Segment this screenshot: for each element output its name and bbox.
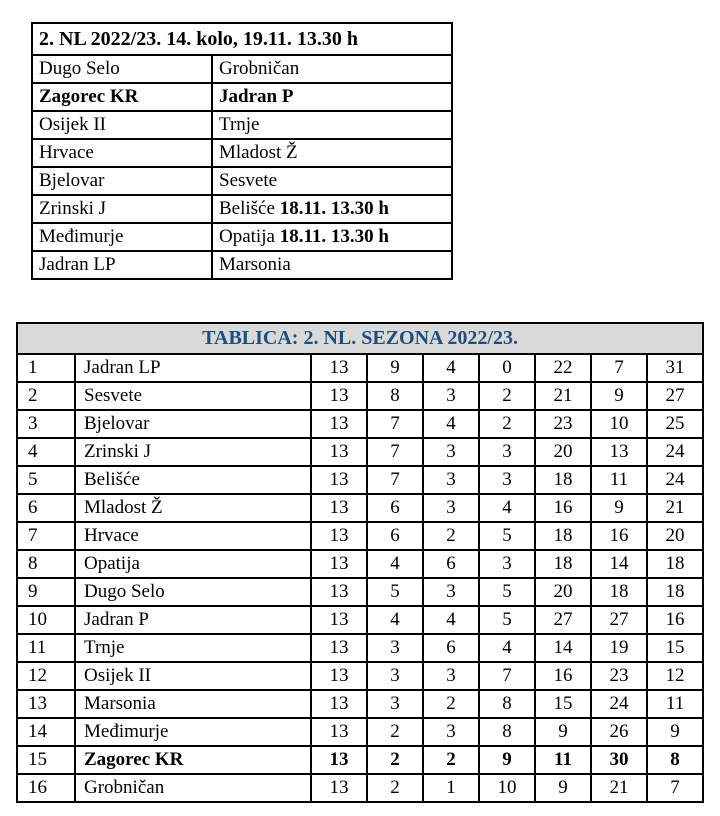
points-cell: 16 [647, 606, 703, 634]
standings-row [17, 746, 703, 774]
lost-cell: 8 [479, 690, 535, 718]
rank-cell: 13 [17, 690, 75, 718]
fixture-row [32, 195, 452, 223]
home-team-cell: Dugo Selo [32, 55, 212, 83]
played-cell: 13 [311, 410, 367, 438]
goals-for-cell: 18 [535, 522, 591, 550]
drawn-cell: 6 [423, 550, 479, 578]
goals-against-cell: 24 [591, 690, 647, 718]
standings-row [17, 606, 703, 634]
won-cell: 2 [367, 746, 423, 774]
goals-against-cell: 7 [591, 354, 647, 382]
goals-for-cell: 23 [535, 410, 591, 438]
standings-row [17, 690, 703, 718]
points-cell: 18 [647, 578, 703, 606]
standings-row [17, 662, 703, 690]
drawn-cell: 2 [423, 690, 479, 718]
goals-for-cell: 15 [535, 690, 591, 718]
goals-for-cell: 27 [535, 606, 591, 634]
team-cell: Dugo Selo [75, 578, 311, 606]
points-cell: 24 [647, 466, 703, 494]
team-cell: Jadran LP [75, 354, 311, 382]
points-cell: 12 [647, 662, 703, 690]
points-cell: 20 [647, 522, 703, 550]
team-cell: Grobničan [75, 774, 311, 802]
standings-header-row [17, 323, 703, 354]
goals-against-cell: 14 [591, 550, 647, 578]
played-cell: 13 [311, 550, 367, 578]
rank-cell: 3 [17, 410, 75, 438]
won-cell: 3 [367, 690, 423, 718]
team-cell: Mladost Ž [75, 494, 311, 522]
points-cell: 11 [647, 690, 703, 718]
home-team-cell: Jadran LP [32, 251, 212, 279]
team-cell: Zagorec KR [75, 746, 311, 774]
team-cell: Hrvace [75, 522, 311, 550]
won-cell: 2 [367, 774, 423, 802]
played-cell: 13 [311, 746, 367, 774]
fixtures-title: 2. NL 2022/23. 14. kolo, 19.11. 13.30 h [32, 23, 452, 55]
won-cell: 3 [367, 662, 423, 690]
team-cell: Belišće [75, 466, 311, 494]
away-team-cell: Marsonia [212, 251, 452, 279]
standings-row [17, 634, 703, 662]
drawn-cell: 1 [423, 774, 479, 802]
points-cell: 21 [647, 494, 703, 522]
played-cell: 13 [311, 662, 367, 690]
goals-against-cell: 19 [591, 634, 647, 662]
rank-cell: 12 [17, 662, 75, 690]
home-team-cell: Zagorec KR [32, 83, 212, 111]
lost-cell: 4 [479, 494, 535, 522]
rank-cell: 2 [17, 382, 75, 410]
goals-against-cell: 30 [591, 746, 647, 774]
away-team-cell: Sesvete [212, 167, 452, 195]
standings-row [17, 410, 703, 438]
won-cell: 7 [367, 410, 423, 438]
drawn-cell: 3 [423, 382, 479, 410]
drawn-cell: 2 [423, 746, 479, 774]
goals-against-cell: 18 [591, 578, 647, 606]
standings-row [17, 438, 703, 466]
won-cell: 7 [367, 466, 423, 494]
fixture-row [32, 111, 452, 139]
won-cell: 6 [367, 494, 423, 522]
fixture-row [32, 55, 452, 83]
fixture-row [32, 251, 452, 279]
rank-cell: 5 [17, 466, 75, 494]
won-cell: 5 [367, 578, 423, 606]
goals-against-cell: 23 [591, 662, 647, 690]
rank-cell: 10 [17, 606, 75, 634]
goals-against-cell: 11 [591, 466, 647, 494]
away-team-cell: Mladost Ž [212, 139, 452, 167]
lost-cell: 10 [479, 774, 535, 802]
drawn-cell: 3 [423, 662, 479, 690]
points-cell: 24 [647, 438, 703, 466]
played-cell: 13 [311, 438, 367, 466]
rank-cell: 1 [17, 354, 75, 382]
standings-row [17, 354, 703, 382]
match-datetime-note: 18.11. 13.30 h [279, 226, 389, 247]
played-cell: 13 [311, 494, 367, 522]
lost-cell: 5 [479, 522, 535, 550]
goals-for-cell: 16 [535, 662, 591, 690]
points-cell: 8 [647, 746, 703, 774]
won-cell: 8 [367, 382, 423, 410]
points-cell: 18 [647, 550, 703, 578]
goals-for-cell: 18 [535, 550, 591, 578]
home-team-cell: Osijek II [32, 111, 212, 139]
team-cell: Bjelovar [75, 410, 311, 438]
rank-cell: 8 [17, 550, 75, 578]
drawn-cell: 3 [423, 578, 479, 606]
away-team-cell: Trnje [212, 111, 452, 139]
points-cell: 9 [647, 718, 703, 746]
lost-cell: 5 [479, 606, 535, 634]
drawn-cell: 3 [423, 438, 479, 466]
drawn-cell: 3 [423, 494, 479, 522]
standings-title: TABLICA: 2. NL. SEZONA 2022/23. [17, 323, 703, 354]
goals-against-cell: 16 [591, 522, 647, 550]
team-cell: Jadran P [75, 606, 311, 634]
points-cell: 25 [647, 410, 703, 438]
lost-cell: 3 [479, 466, 535, 494]
won-cell: 4 [367, 550, 423, 578]
team-cell: Međimurje [75, 718, 311, 746]
fixture-row [32, 139, 452, 167]
played-cell: 13 [311, 634, 367, 662]
played-cell: 13 [311, 774, 367, 802]
rank-cell: 16 [17, 774, 75, 802]
rank-cell: 6 [17, 494, 75, 522]
rank-cell: 11 [17, 634, 75, 662]
points-cell: 31 [647, 354, 703, 382]
fixture-row [32, 223, 452, 251]
won-cell: 9 [367, 354, 423, 382]
played-cell: 13 [311, 522, 367, 550]
rank-cell: 9 [17, 578, 75, 606]
drawn-cell: 4 [423, 354, 479, 382]
goals-against-cell: 26 [591, 718, 647, 746]
standings-row [17, 718, 703, 746]
goals-for-cell: 18 [535, 466, 591, 494]
played-cell: 13 [311, 354, 367, 382]
played-cell: 13 [311, 466, 367, 494]
fixtures-header-row [32, 23, 452, 55]
away-team-cell: Jadran P [212, 83, 452, 111]
team-cell: Zrinski J [75, 438, 311, 466]
fixture-row [32, 167, 452, 195]
standings-row [17, 382, 703, 410]
away-team-cell: Opatija 18.11. 13.30 h [212, 223, 452, 251]
points-cell: 27 [647, 382, 703, 410]
goals-for-cell: 16 [535, 494, 591, 522]
goals-for-cell: 20 [535, 578, 591, 606]
points-cell: 7 [647, 774, 703, 802]
lost-cell: 3 [479, 550, 535, 578]
standings-row [17, 522, 703, 550]
fixture-row [32, 83, 452, 111]
won-cell: 4 [367, 606, 423, 634]
drawn-cell: 6 [423, 634, 479, 662]
drawn-cell: 4 [423, 410, 479, 438]
drawn-cell: 2 [423, 522, 479, 550]
lost-cell: 5 [479, 578, 535, 606]
lost-cell: 9 [479, 746, 535, 774]
rank-cell: 4 [17, 438, 75, 466]
away-team-cell: Grobničan [212, 55, 452, 83]
played-cell: 13 [311, 690, 367, 718]
goals-for-cell: 21 [535, 382, 591, 410]
team-cell: Trnje [75, 634, 311, 662]
lost-cell: 7 [479, 662, 535, 690]
lost-cell: 4 [479, 634, 535, 662]
played-cell: 13 [311, 718, 367, 746]
points-cell: 15 [647, 634, 703, 662]
match-datetime-note: 18.11. 13.30 h [279, 198, 389, 219]
team-cell: Opatija [75, 550, 311, 578]
fixtures-table [31, 22, 453, 280]
goals-against-cell: 13 [591, 438, 647, 466]
lost-cell: 0 [479, 354, 535, 382]
standings-row [17, 494, 703, 522]
drawn-cell: 3 [423, 718, 479, 746]
goals-for-cell: 9 [535, 774, 591, 802]
lost-cell: 8 [479, 718, 535, 746]
standings-row [17, 578, 703, 606]
goals-against-cell: 9 [591, 382, 647, 410]
home-team-cell: Zrinski J [32, 195, 212, 223]
lost-cell: 2 [479, 382, 535, 410]
team-cell: Marsonia [75, 690, 311, 718]
standings-row [17, 774, 703, 802]
goals-for-cell: 11 [535, 746, 591, 774]
played-cell: 13 [311, 382, 367, 410]
standings-tbody [17, 354, 703, 802]
goals-against-cell: 27 [591, 606, 647, 634]
played-cell: 13 [311, 606, 367, 634]
goals-against-cell: 10 [591, 410, 647, 438]
home-team-cell: Hrvace [32, 139, 212, 167]
team-cell: Sesvete [75, 382, 311, 410]
rank-cell: 14 [17, 718, 75, 746]
away-team-cell: Belišće 18.11. 13.30 h [212, 195, 452, 223]
goals-against-cell: 9 [591, 494, 647, 522]
goals-against-cell: 21 [591, 774, 647, 802]
goals-for-cell: 20 [535, 438, 591, 466]
won-cell: 3 [367, 634, 423, 662]
goals-for-cell: 9 [535, 718, 591, 746]
fixtures-tbody [32, 55, 452, 279]
goals-for-cell: 14 [535, 634, 591, 662]
won-cell: 2 [367, 718, 423, 746]
lost-cell: 3 [479, 438, 535, 466]
standings-row [17, 466, 703, 494]
rank-cell: 7 [17, 522, 75, 550]
team-cell: Osijek II [75, 662, 311, 690]
rank-cell: 15 [17, 746, 75, 774]
drawn-cell: 4 [423, 606, 479, 634]
home-team-cell: Međimurje [32, 223, 212, 251]
played-cell: 13 [311, 578, 367, 606]
standings-table [16, 322, 704, 803]
drawn-cell: 3 [423, 466, 479, 494]
home-team-cell: Bjelovar [32, 167, 212, 195]
standings-row [17, 550, 703, 578]
won-cell: 6 [367, 522, 423, 550]
won-cell: 7 [367, 438, 423, 466]
goals-for-cell: 22 [535, 354, 591, 382]
lost-cell: 2 [479, 410, 535, 438]
